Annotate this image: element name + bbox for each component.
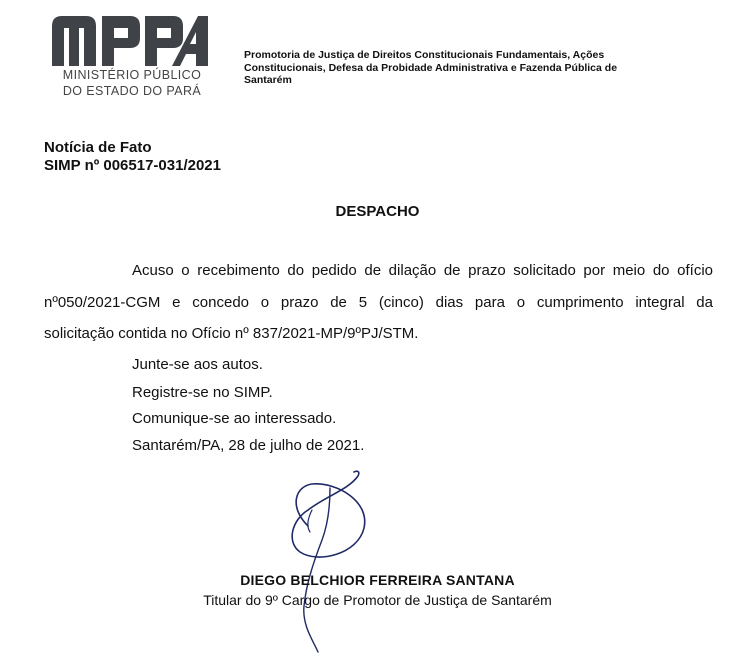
mppa-logo-mark: [52, 14, 208, 66]
procedure-number: SIMP nº 006517-031/2021: [44, 157, 221, 174]
paragraph-line: nº050/2021-CGM e concedo o prazo de 5 (cinco) dias para o cumprimento integral da: [44, 294, 713, 311]
instruction-comunique: Comunique-se ao interessado.: [132, 410, 337, 427]
logo-line-1: MINISTÉRIO PÚBLICO: [62, 68, 202, 82]
handwritten-signature: [278, 466, 374, 656]
mppa-logo: [52, 14, 212, 106]
unit-line: Santarém: [244, 74, 292, 86]
paragraph-line: Acuso o recebimento do pedido de dilação de prazo solicitado por meio do ofício: [132, 262, 713, 279]
instruction-registre: Registre-se no SIMP.: [132, 384, 273, 401]
logo-line-2: DO ESTADO DO PARÁ: [62, 84, 202, 98]
unit-description: [244, 49, 744, 87]
instruction-junte: Junte-se aos autos.: [132, 356, 263, 373]
place-date: Santarém/PA, 28 de julho de 2021.: [132, 437, 365, 454]
signer-role: Titular do 9º Cargo de Promotor de Justiça de Santarém: [203, 592, 552, 608]
signer-name: DIEGO BELCHIOR FERREIRA SANTANA: [240, 572, 515, 588]
unit-line: Constitucionais, Defesa da Probidade Administrativa e Fazenda Pública de: [244, 61, 618, 74]
paragraph-line: solicitação contida no Ofício nº 837/2021-MP/9ºPJ/STM.: [44, 325, 419, 342]
procedure-type: Notícia de Fato: [44, 139, 152, 156]
document-title: DESPACHO: [335, 203, 420, 220]
unit-line: Promotoria de Justiça de Direitos Constitucionais Fundamentais, Ações: [244, 49, 605, 61]
